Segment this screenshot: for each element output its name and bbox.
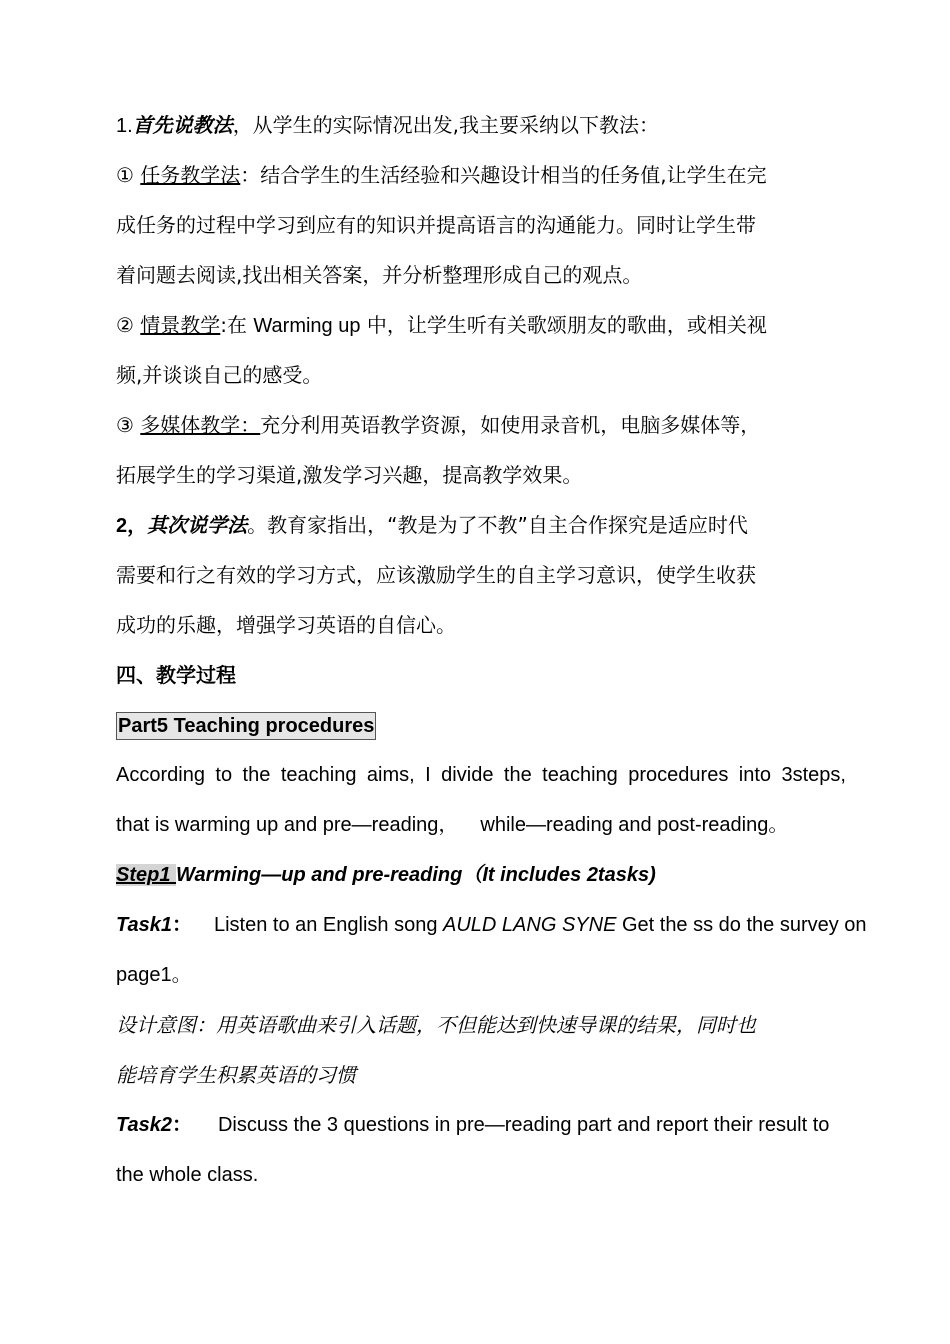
step1-label: Step1: [116, 864, 177, 886]
text-line: 需要和行之有效的学习方式，应该激励学生的自主学习意识，使学生收获: [116, 563, 756, 587]
item-number: 2，: [116, 515, 148, 537]
item-number: 1.: [116, 115, 133, 137]
text-run-english: Warming up: [253, 315, 361, 337]
text-run: that is warming up and pre—reading，: [116, 814, 459, 836]
multimedia-method-line: [116, 400, 846, 450]
learning-method-heading: 其次说学法: [147, 513, 248, 537]
text-run: :在: [220, 313, 254, 337]
paragraph-line: [116, 800, 846, 850]
circled-number: ②: [116, 313, 141, 337]
document-page: [116, 100, 867, 1200]
step1-title: Warming—up and pre-reading（It includes 2tasks): [176, 864, 656, 886]
task1-line: [116, 900, 867, 950]
step1-heading: [116, 850, 846, 900]
task-method-line: [116, 150, 846, 200]
task1-colon: ：: [171, 914, 192, 936]
text-line: 拓展学生的学习渠道,激发学习兴趣，提高教学效果。: [116, 463, 583, 487]
circled-number: ①: [116, 163, 141, 187]
song-title: AULD LANG SYNE: [443, 914, 617, 936]
teaching-method-line: [116, 100, 846, 150]
teaching-method-heading: 首先说教法: [132, 113, 233, 137]
text-run: Listen to an English song: [213, 914, 444, 936]
task2-label: Task2: [116, 1114, 172, 1136]
text-line: 频,并谈谈自己的感受。: [116, 363, 323, 387]
multimedia-method-term: 多媒体教学：: [140, 413, 261, 437]
text-run: 中，让学生听有关歌颂朋友的歌曲，或相关视: [360, 313, 767, 337]
situation-method-term: 情景教学: [140, 313, 221, 337]
text-run: 充分利用英语教学资源，如使用录音机，电脑多媒体等，: [260, 413, 761, 437]
text-line: 成任务的过程中学习到应有的知识并提高语言的沟通能力。同时让学生带: [116, 213, 756, 237]
task2-colon: ：: [171, 1114, 192, 1136]
text-line: 着问题去阅读,找出相关答案，并分析整理形成自己的观点。: [116, 263, 643, 287]
text-run: Discuss the 3 questions in pre—reading part and report their result to: [217, 1114, 830, 1136]
learning-method-line: [116, 500, 846, 550]
task2-line: [116, 1100, 846, 1150]
text-line: the whole class.: [116, 1164, 259, 1186]
text-run: Get the ss do the survey on: [616, 914, 867, 936]
text-run: 。教育家指出，“教是为了不教”自主合作探究是适应时代: [247, 513, 748, 537]
part5-heading-line: [116, 700, 846, 750]
paragraph-line: According to the teaching aims, I divide the teaching procedures into 3steps,: [116, 764, 846, 786]
text-run: ，从学生的实际情况出发,我主要采纳以下教法：: [232, 113, 660, 137]
text-run: while—reading and post-reading。: [480, 814, 789, 836]
design-intent-line: 设计意图：用英语歌曲来引入话题，不但能达到快速导课的结果，同时也: [116, 1013, 756, 1037]
circled-number: ③: [116, 413, 141, 437]
text-line: page1。: [116, 964, 192, 986]
situation-method-line: [116, 300, 846, 350]
task-method-term: 任务教学法: [140, 163, 241, 187]
design-intent-line: 能培育学生积累英语的习惯: [116, 1063, 356, 1087]
text-run: ：结合学生的生活经验和兴趣设计相当的任务值,让学生在完: [240, 163, 767, 187]
section-heading: 四、教学过程: [116, 663, 236, 687]
part5-heading: Part5 Teaching procedures: [116, 712, 376, 740]
task1-label: Task1: [116, 914, 172, 936]
text-line: 成功的乐趣，增强学习英语的自信心。: [116, 613, 456, 637]
